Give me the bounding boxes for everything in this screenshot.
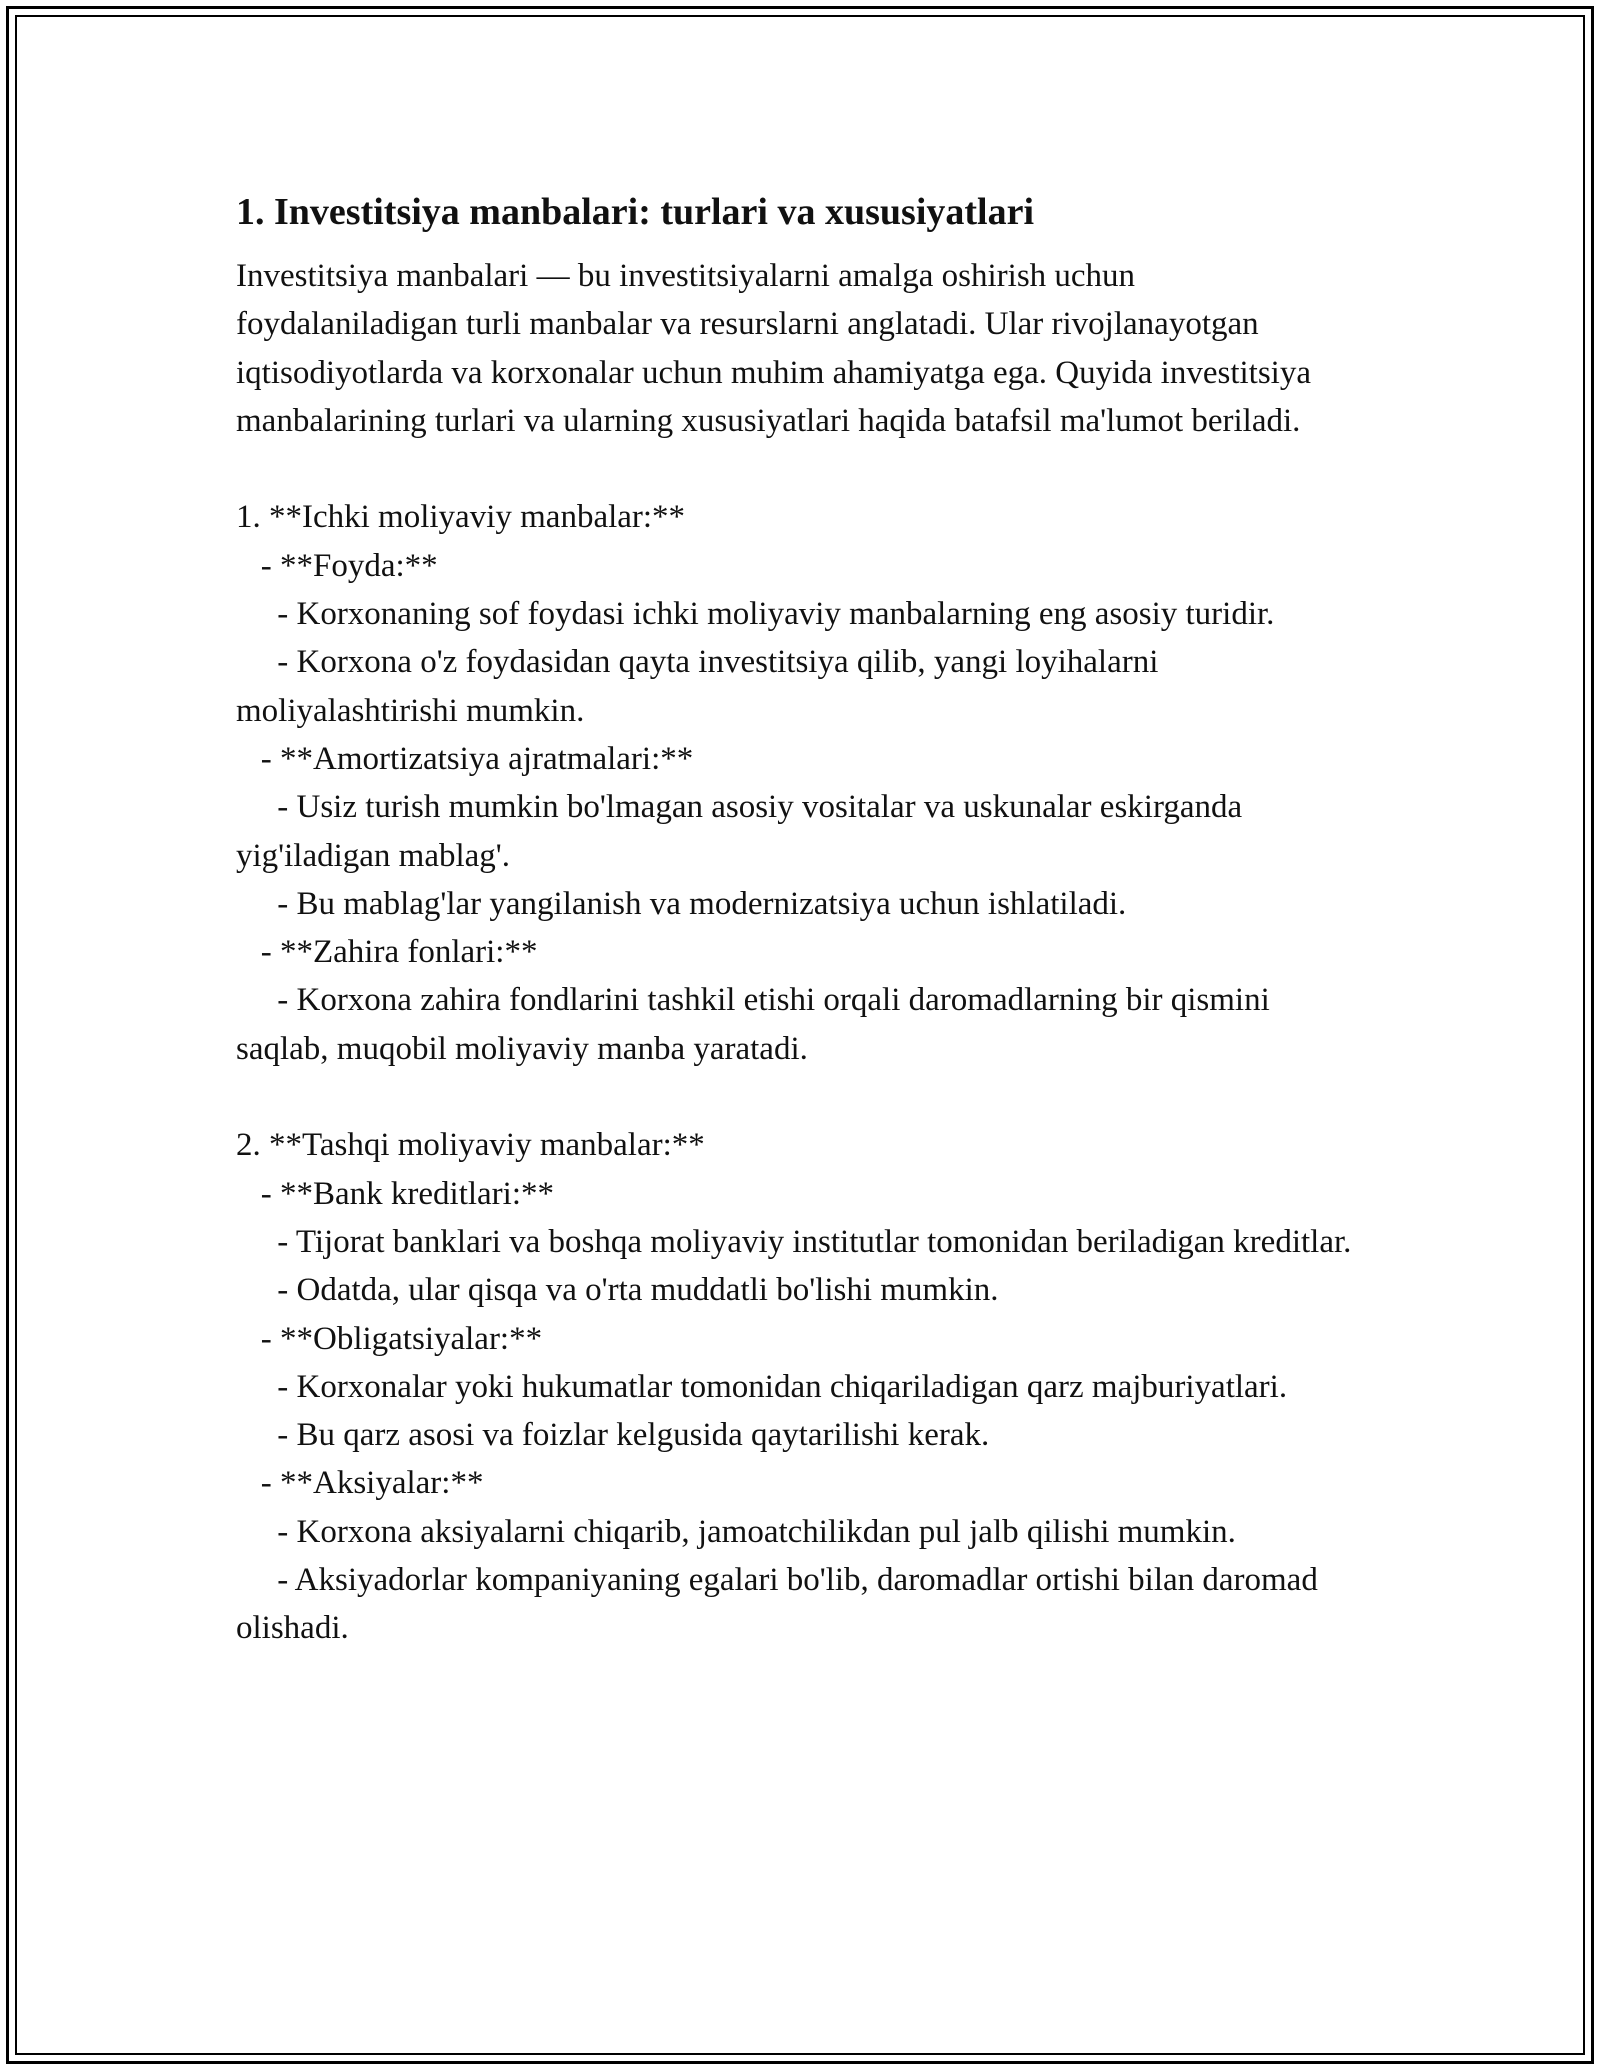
list-item: - **Aksiyalar:** bbox=[236, 1465, 484, 1502]
section-heading: 2. **Tashqi moliyaviy manbalar:** bbox=[236, 1127, 705, 1164]
list-item: - Bu qarz asosi va foizlar kelgusida qaytarilishi kerak. bbox=[236, 1417, 990, 1454]
document-body bbox=[236, 186, 1364, 1653]
list-item: - **Foyda:** bbox=[236, 547, 438, 584]
list-item: - **Amortizatsiya ajratmalari:** bbox=[236, 740, 694, 777]
section-heading: 1. **Ichki moliyaviy manbalar:** bbox=[236, 499, 686, 536]
list-item: - Korxona zahira fondlarini tashkil etishi orqali daromadlarning bir qismini saqlab, muqobil moliyaviy manba yaratadi. bbox=[236, 982, 1278, 1067]
intro-paragraph: Investitsiya manbalari — bu investitsiyalarni amalga oshirish uchun foydalaniladigan turli manbalar va resurslarni anglatadi. Ular rivojlanayotgan iqtisodiyotlarda va korxonalar uchun muhim ahamiyatga ega. Quyida investitsiya manbalarining turlari va ularning xususiyatlari haqida batafsil ma'lumot beriladi. bbox=[236, 258, 1311, 439]
list-item: - Aksiyadorlar kompaniyaning egalari bo'lib, daromadlar ortishi bilan daromad olishadi. bbox=[236, 1562, 1327, 1647]
list-item: - Korxona aksiyalarni chiqarib, jamoatchilikdan pul jalb qilishi mumkin. bbox=[236, 1513, 1236, 1550]
list-item: - **Zahira fonlari:** bbox=[236, 934, 538, 971]
list-item: - **Obligatsiyalar:** bbox=[236, 1320, 543, 1357]
list-item: - Odatda, ular qisqa va o'rta muddatli bo'lishi mumkin. bbox=[236, 1272, 999, 1309]
list-item: - Tijorat banklari va boshqa moliyaviy institutlar tomonidan beriladigan kreditlar. bbox=[236, 1223, 1352, 1260]
list-item: - Korxonalar yoki hukumatlar tomonidan chiqariladigan qarz majburiyatlari. bbox=[236, 1368, 1288, 1405]
section-internal-sources bbox=[236, 493, 1364, 1073]
list-item: - Korxona o'z foydasidan qayta investitsiya qilib, yangi loyihalarni moliyalashtirishi mumkin. bbox=[236, 644, 1167, 729]
list-item: - Usiz turish mumkin bo'lmagan asosiy vositalar va uskunalar eskirganda yig'iladigan mablag'. bbox=[236, 789, 1251, 874]
list-item: - **Bank kreditlari:** bbox=[236, 1175, 555, 1212]
list-item: - Korxonaning sof foydasi ichki moliyaviy manbalarning eng asosiy turidir. bbox=[236, 596, 1275, 633]
list-item: - Bu mablag'lar yangilanish va modernizatsiya uchun ishlatiladi. bbox=[236, 885, 1127, 922]
section-external-sources bbox=[236, 1121, 1364, 1652]
document-title: 1. Investitsiya manbalari: turlari va xususiyatlari bbox=[236, 191, 1035, 233]
